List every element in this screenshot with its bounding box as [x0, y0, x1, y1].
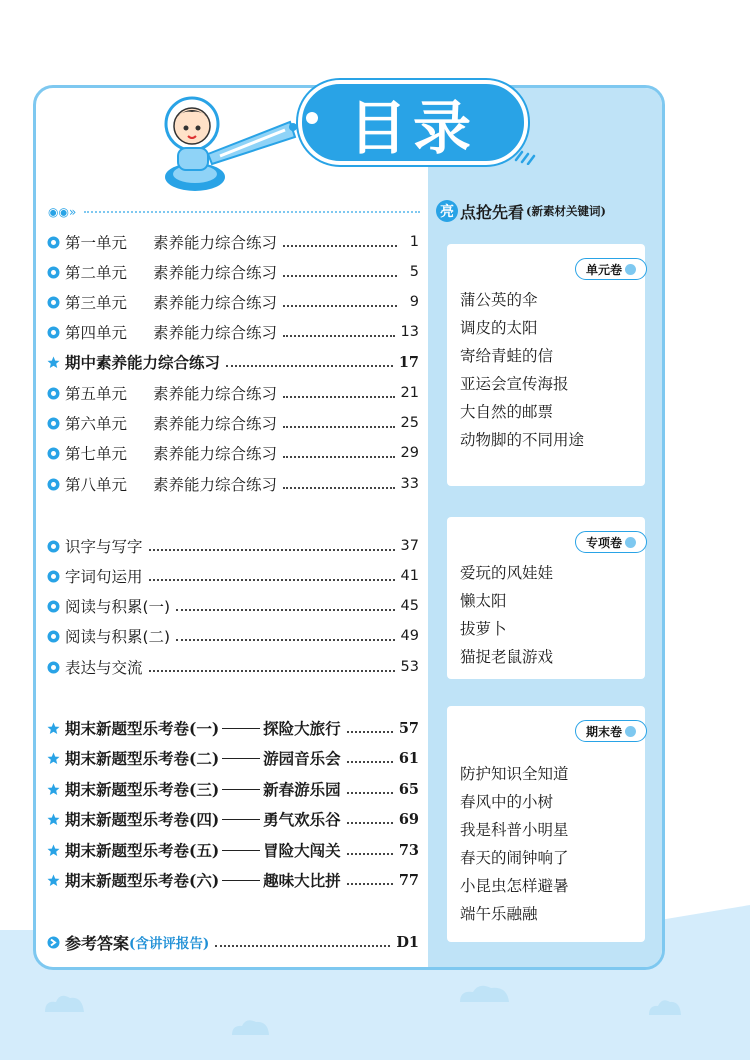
- swirl-icon: [625, 726, 636, 737]
- highlights-header: [436, 196, 656, 226]
- page-number: D1: [396, 933, 419, 951]
- bullet-icon: [47, 540, 60, 553]
- chevron-bullet-icon: [47, 936, 60, 949]
- toc-row-special-4[interactable]: [47, 624, 419, 648]
- page-number: 57: [398, 719, 419, 737]
- toc-row-final-5[interactable]: [47, 838, 419, 862]
- star-bullet-icon: [47, 783, 60, 796]
- title-tag-hole: [306, 112, 318, 124]
- bullet-icon: [47, 630, 60, 643]
- toc-row-unit-3[interactable]: [47, 290, 419, 314]
- final-theme: 趣味大比拼: [263, 871, 341, 890]
- bullet-icon: [47, 570, 60, 583]
- bullet-icon: [47, 236, 60, 249]
- highlight-box-final: [447, 706, 645, 942]
- page-number: 9: [409, 294, 419, 310]
- box-tag: 期末卷: [575, 720, 647, 742]
- swirl-icon: [625, 264, 636, 275]
- unit-label: 第六单元: [65, 415, 128, 433]
- bullet-icon: [47, 417, 60, 430]
- toc-row-final-4[interactable]: [47, 807, 419, 831]
- page-number: 21: [400, 385, 419, 401]
- cloud-icon: [40, 990, 90, 1015]
- highlight-item[interactable]: 动物脚的不同用途: [460, 431, 585, 449]
- unit-label: 第四单元: [65, 324, 128, 342]
- toc-row-unit-8[interactable]: [47, 472, 419, 496]
- unit-label: 期中素养能力综合练习: [65, 353, 221, 372]
- special-label: 阅读与积累(一): [65, 598, 171, 616]
- highlight-item[interactable]: 猫捉老鼠游戏: [460, 648, 554, 666]
- unit-subtitle: 素养能力综合练习: [153, 415, 278, 433]
- toc-row-unit-6[interactable]: [47, 411, 419, 435]
- highlight-item[interactable]: 拔萝卜: [460, 620, 507, 638]
- unit-subtitle: 素养能力综合练习: [153, 234, 278, 252]
- bullet-icon: [47, 387, 60, 400]
- star-bullet-icon: [47, 752, 60, 765]
- answers-label: 参考答案: [65, 933, 130, 953]
- toc-row-unit-4[interactable]: [47, 320, 419, 344]
- page-number: 13: [400, 324, 419, 340]
- highlight-item[interactable]: 爱玩的风娃娃: [460, 564, 554, 582]
- toc-row-special-5[interactable]: [47, 655, 419, 679]
- highlight-item[interactable]: 春天的闹钟响了: [460, 849, 569, 867]
- bullet-icon: [47, 600, 60, 613]
- toc-row-unit-7[interactable]: [47, 441, 419, 465]
- page-number: 17: [398, 353, 419, 371]
- toc-row-final-1[interactable]: [47, 716, 419, 740]
- page-number: 33: [400, 476, 419, 492]
- page-number: 1: [409, 234, 419, 250]
- star-bullet-icon: [47, 722, 60, 735]
- unit-label: 第五单元: [65, 385, 128, 403]
- unit-label: 第八单元: [65, 476, 128, 494]
- final-label: 期末新题型乐考卷(五): [65, 841, 220, 860]
- box-tag: 单元卷: [575, 258, 647, 280]
- toc-row-final-6[interactable]: [47, 868, 419, 892]
- final-label: 期末新题型乐考卷(一): [65, 719, 220, 738]
- unit-label: 第一单元: [65, 234, 128, 252]
- unit-subtitle: 素养能力综合练习: [153, 294, 278, 312]
- highlights-subtitle: (新素材关键词): [526, 204, 606, 218]
- double-chevron-icon: ◉◉»: [48, 205, 77, 219]
- page-title: 目录: [298, 80, 528, 165]
- toc-header-divider: [48, 204, 420, 220]
- toc-row-unit-1[interactable]: [47, 230, 419, 254]
- highlight-item[interactable]: 端午乐融融: [460, 905, 538, 923]
- final-label: 期末新题型乐考卷(二): [65, 749, 220, 768]
- toc-row-special-1[interactable]: [47, 534, 419, 558]
- final-label: 期末新题型乐考卷(四): [65, 810, 220, 829]
- highlight-item[interactable]: 调皮的太阳: [460, 319, 538, 337]
- page-number: 61: [398, 749, 419, 767]
- highlight-badge: 亮: [436, 200, 458, 222]
- special-label: 阅读与积累(二): [65, 628, 171, 646]
- page-number: 29: [400, 445, 419, 461]
- toc-row-special-2[interactable]: [47, 564, 419, 588]
- highlight-item[interactable]: 小昆虫怎样避暑: [460, 877, 569, 895]
- box-tag: 专项卷: [575, 531, 647, 553]
- star-bullet-icon: [47, 844, 60, 857]
- toc-row-unit-2[interactable]: [47, 260, 419, 284]
- final-theme: 探险大旅行: [263, 719, 341, 738]
- unit-label: 第七单元: [65, 445, 128, 463]
- final-theme: 勇气欢乐谷: [263, 810, 341, 829]
- final-theme: 新春游乐园: [263, 780, 341, 799]
- highlight-item[interactable]: 我是科普小明星: [460, 821, 569, 839]
- highlight-item[interactable]: 亚运会宣传海报: [460, 375, 569, 393]
- final-label: 期末新题型乐考卷(三): [65, 780, 220, 799]
- page-number: 53: [400, 659, 419, 675]
- unit-label: 第三单元: [65, 294, 128, 312]
- unit-subtitle: 素养能力综合练习: [153, 385, 278, 403]
- highlight-item[interactable]: 春风中的小树: [460, 793, 554, 811]
- toc-row-unit-5[interactable]: [47, 381, 419, 405]
- toc-row-final-3[interactable]: [47, 777, 419, 801]
- toc-row-answers[interactable]: [47, 930, 419, 954]
- toc-row-special-3[interactable]: [47, 594, 419, 618]
- unit-subtitle: 素养能力综合练习: [153, 264, 278, 282]
- cloud-icon: [228, 1015, 273, 1037]
- unit-subtitle: 素养能力综合练习: [153, 324, 278, 342]
- bullet-icon: [47, 296, 60, 309]
- unit-subtitle: 素养能力综合练习: [153, 445, 278, 463]
- highlight-item[interactable]: 懒太阳: [460, 592, 507, 610]
- page-number: 37: [400, 538, 419, 554]
- highlight-item[interactable]: 防护知识全知道: [460, 765, 569, 783]
- star-bullet-icon: [47, 813, 60, 826]
- highlight-box-special: [447, 517, 645, 679]
- toc-row-final-2[interactable]: [47, 746, 419, 770]
- final-label: 期末新题型乐考卷(六): [65, 871, 220, 890]
- page-number: 5: [409, 264, 419, 280]
- special-label: 识字与写字: [65, 538, 143, 556]
- answers-subtitle: (含讲评报告): [129, 936, 210, 952]
- bullet-icon: [47, 326, 60, 339]
- star-bullet-icon: [47, 356, 60, 369]
- page-number: 41: [400, 568, 419, 584]
- swirl-icon: [625, 537, 636, 548]
- bullet-icon: [47, 447, 60, 460]
- highlight-item[interactable]: 大自然的邮票: [460, 403, 554, 421]
- unit-subtitle: 素养能力综合练习: [153, 476, 278, 494]
- motion-lines-icon: [512, 140, 537, 165]
- page-number: 73: [398, 841, 419, 859]
- toc-row-midterm[interactable]: [47, 350, 419, 374]
- page-number: 45: [400, 598, 419, 614]
- highlight-item[interactable]: 蒲公英的伞: [460, 291, 538, 309]
- final-theme: 游园音乐会: [263, 749, 341, 768]
- page-number: 65: [398, 780, 419, 798]
- page-number: 49: [400, 628, 419, 644]
- final-theme: 冒险大闯关: [263, 841, 341, 860]
- bullet-icon: [47, 661, 60, 674]
- special-label: 字词句运用: [65, 568, 143, 586]
- star-bullet-icon: [47, 874, 60, 887]
- highlight-box-unit: [447, 244, 645, 486]
- astronaut-mascot-icon: [150, 82, 300, 197]
- page-number: 77: [398, 871, 419, 889]
- highlight-item[interactable]: 寄给青蛙的信: [460, 347, 554, 365]
- special-label: 表达与交流: [65, 659, 143, 677]
- page-number: 69: [398, 810, 419, 828]
- page-number: 25: [400, 415, 419, 431]
- cloud-icon: [455, 980, 515, 1005]
- bullet-icon: [47, 266, 60, 279]
- unit-label: 第二单元: [65, 264, 128, 282]
- highlights-title: 点抢先看: [460, 202, 525, 222]
- bullet-icon: [47, 478, 60, 491]
- cloud-icon: [645, 995, 685, 1017]
